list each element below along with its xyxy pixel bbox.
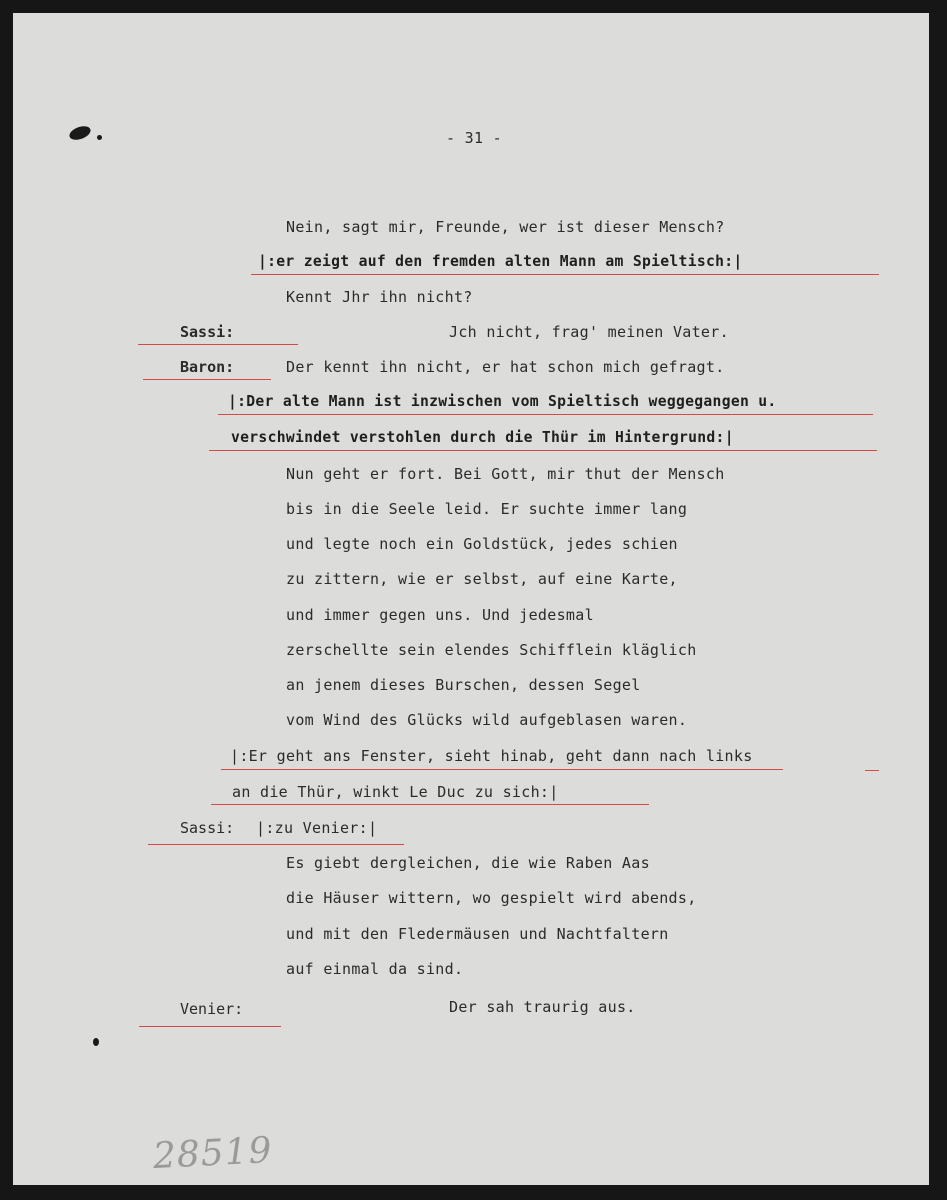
stage-direction: |:er zeigt auf den fremden alten Mann am Spieltisch:| [258, 253, 743, 270]
ink-blot [93, 1038, 99, 1046]
stage-direction: |:Er geht ans Fenster, sieht hinab, geht dann nach links [230, 747, 753, 765]
archive-number: 28519 [152, 1129, 274, 1178]
red-underline [139, 1026, 281, 1027]
speaker-label: Venier: [180, 1000, 244, 1018]
speaker-label: Sassi: [180, 819, 235, 837]
text-line: auf einmal da sind. [286, 960, 464, 978]
text-line: Der kennt ihn nicht, er hat schon mich gefragt. [286, 358, 725, 376]
ink-blot [97, 135, 102, 140]
text-line: bis in die Seele leid. Er suchte immer lang [286, 500, 688, 518]
text-line: Nun geht er fort. Bei Gott, mir thut der Mensch [286, 465, 725, 483]
red-underline [218, 414, 873, 415]
text-line: zu zittern, wie er selbst, auf eine Karte, [286, 570, 678, 588]
page-number: - 31 - [446, 129, 502, 147]
text-line: Der sah traurig aus. [449, 998, 636, 1016]
stage-direction: verschwindet verstohlen durch die Thür im Hintergrund:| [231, 429, 734, 446]
speaker-label: Sassi: [180, 323, 235, 341]
text-line: Jch nicht, frag' meinen Vater. [449, 323, 729, 341]
text-line: Kennt Jhr ihn nicht? [286, 288, 473, 306]
stage-direction: |:Der alte Mann ist inzwischen vom Spieltisch weggegangen u. [228, 393, 777, 410]
speaker-label: Baron: [180, 358, 235, 376]
red-underline [148, 844, 404, 845]
stage-direction: |:zu Venier:| [256, 819, 378, 837]
text-line: Nein, sagt mir, Freunde, wer ist dieser Mensch? [286, 218, 725, 236]
red-underline [143, 379, 271, 380]
red-underline [251, 274, 879, 275]
red-underline [211, 804, 649, 805]
text-line: Es giebt dergleichen, die wie Raben Aas [286, 854, 650, 872]
text-line: und immer gegen uns. Und jedesmal [286, 606, 594, 624]
document-page [13, 13, 929, 1185]
red-mark [865, 770, 879, 771]
text-line: vom Wind des Glücks wild aufgeblasen waren. [286, 711, 688, 729]
text-line: die Häuser wittern, wo gespielt wird abends, [286, 889, 697, 907]
red-underline [221, 769, 783, 770]
stage-direction: an die Thür, winkt Le Duc zu sich:| [232, 783, 559, 801]
red-underline [138, 344, 298, 345]
text-line: an jenem dieses Burschen, dessen Segel [286, 676, 641, 694]
text-line: und mit den Fledermäusen und Nachtfaltern [286, 925, 669, 943]
text-line: und legte noch ein Goldstück, jedes schien [286, 535, 678, 553]
red-underline [209, 450, 877, 451]
ink-blot [68, 124, 93, 143]
text-line: zerschellte sein elendes Schifflein kläglich [286, 641, 697, 659]
